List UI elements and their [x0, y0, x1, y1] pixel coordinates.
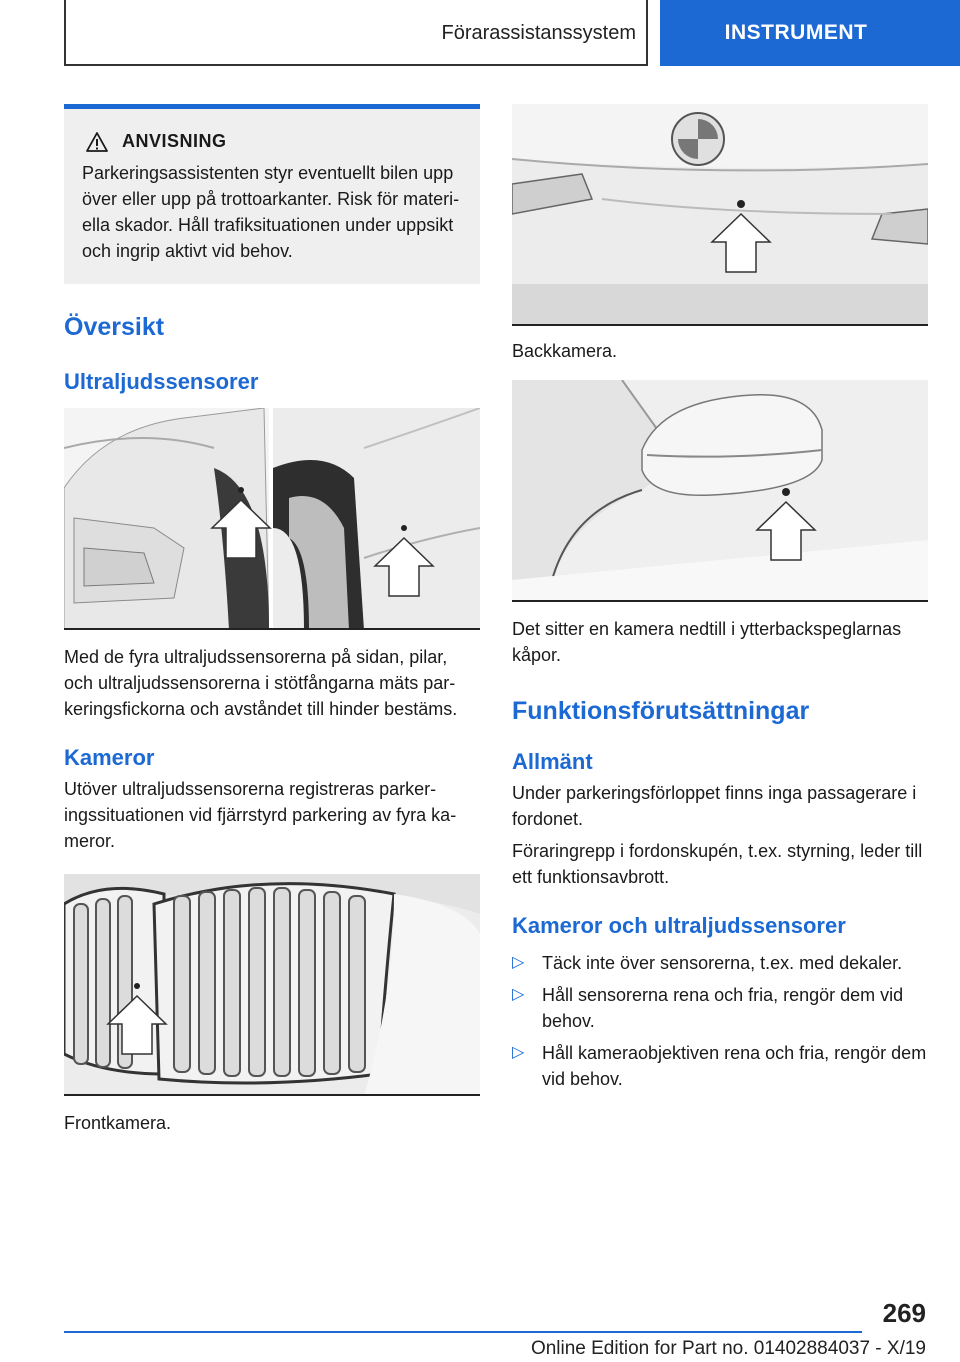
figure-mirror-camera — [512, 380, 928, 602]
heading-cameras-sensors: Kameror och ultraljudssensorer — [512, 913, 846, 938]
heading-overview: Översikt — [64, 313, 165, 341]
warning-title-text: ANVISNING — [122, 131, 227, 151]
footer-edition: Online Edition for Part no. 01402884037 - X/19 — [530, 1338, 926, 1359]
ultrasonic-text: Med de fyra ultraljudssensorerna på sidan, pilar, och ultraljudssensorerna i stötfångarna mäts parkeringsfickorna och avståndet till hinder bestäms. — [64, 647, 458, 719]
figure-rear-camera — [512, 104, 928, 326]
figure-front-camera — [64, 874, 480, 1096]
right-column — [512, 104, 928, 1098]
heading-cameras: Kameror — [64, 745, 155, 770]
front-camera-caption: Frontkamera. — [64, 1113, 172, 1133]
figure-ultrasonic-sensors — [64, 408, 480, 630]
general-text-2: Föraringrepp i fordonskupén, t.ex. styrning, leder till ett funktionsavbrott. — [512, 841, 923, 887]
requirements-list — [512, 950, 928, 1092]
warning-triangle-icon — [86, 132, 108, 152]
left-column — [64, 104, 480, 1136]
rear-camera-illustration — [512, 104, 928, 326]
page-number: 269 — [882, 1298, 926, 1328]
header-section-title: Förarassistanssystem — [441, 21, 636, 44]
list-item: ▷ Håll sensorerna rena och fria, rengör dem vid behov. — [512, 982, 928, 1034]
warning-title — [82, 131, 466, 152]
front-camera-illustration — [64, 874, 480, 1096]
list-item: ▷ Håll kameraobjektiven rena och fria, rengör dem vid behov. — [512, 1040, 928, 1092]
list-item: ▷ Täck inte över sensorerna, t.ex. med dekaler. — [512, 950, 928, 976]
general-text-1: Under parkeringsförloppet finns inga passagerare i fordonet. — [512, 783, 917, 829]
cameras-text: Utöver ultraljudssensorerna registreras parkeringssituationen vid fjärrstyrd parkering av fyra kameror. — [64, 779, 457, 851]
triangle-bullet-icon: ▷ — [512, 986, 525, 1003]
rear-camera-caption: Backkamera. — [512, 341, 618, 361]
mirror-camera-illustration — [512, 380, 928, 602]
heading-requirements: Funktionsförutsättningar — [512, 697, 810, 725]
warning-box — [64, 104, 480, 284]
triangle-bullet-icon: ▷ — [512, 1044, 525, 1061]
warning-text: Parkeringsassistenten styr eventuellt bilen upp över eller upp på trottoarkanter. Risk för materiella skador. Håll trafiksituationen under uppsikt och ingrip aktivt vid behov. — [82, 163, 460, 261]
mirror-camera-caption: Det sitter en kamera nedtill i ytterbackspeglarnas kåpor. — [512, 619, 902, 665]
header-chapter-tab[interactable]: INSTRUMENT — [660, 0, 960, 66]
heading-general: Allmänt — [512, 749, 593, 774]
ultrasonic-sensors-illustration — [64, 408, 480, 630]
heading-ultrasonic: Ultraljudssensorer — [64, 369, 259, 394]
footer-rule — [64, 1331, 862, 1333]
triangle-bullet-icon: ▷ — [512, 954, 525, 971]
